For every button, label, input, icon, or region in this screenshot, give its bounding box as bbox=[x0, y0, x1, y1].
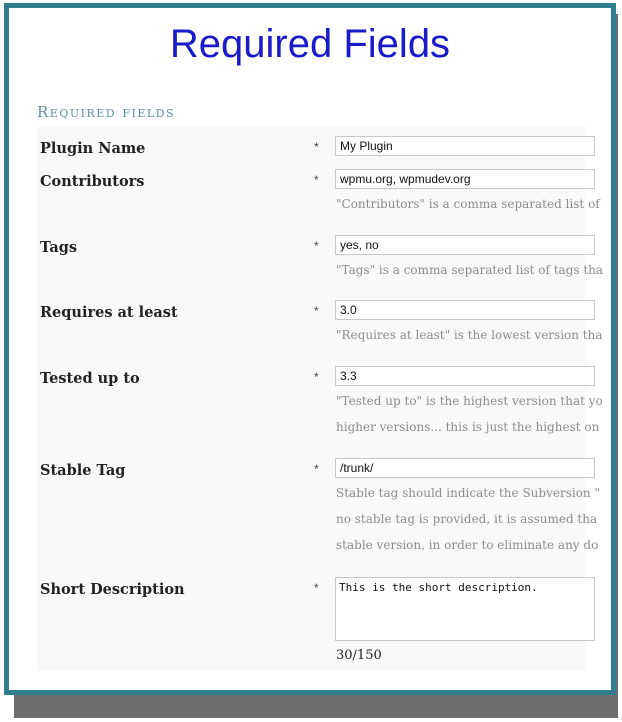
tags-input[interactable]: yes, no bbox=[335, 235, 595, 255]
tags-label: Tags bbox=[40, 239, 78, 256]
contributors-label: Contributors bbox=[40, 173, 145, 190]
short-description-char-counter: 30/150 bbox=[336, 648, 382, 663]
stable-tag-help-text-line-2: no stable tag is provided, it is assumed tha bbox=[336, 512, 598, 526]
tags-help-text: "Tags" is a comma separated list of tags tha bbox=[336, 263, 604, 277]
contributors-input[interactable]: wpmu.org, wpmudev.org bbox=[335, 169, 595, 189]
banner-title: Required Fields bbox=[169, 22, 451, 66]
stable-tag-label: Stable Tag bbox=[40, 462, 126, 479]
screenshot-frame bbox=[4, 3, 616, 695]
tested-up-to-input[interactable]: 3.3 bbox=[335, 366, 595, 386]
required-asterisk: * bbox=[314, 140, 319, 154]
requires-at-least-input[interactable]: 3.0 bbox=[335, 300, 595, 320]
plugin-name-label: Plugin Name bbox=[40, 140, 146, 157]
short-description-label: Short Description bbox=[40, 581, 185, 598]
required-asterisk: * bbox=[314, 304, 319, 318]
tested-up-to-label: Tested up to bbox=[40, 370, 140, 387]
required-asterisk: * bbox=[314, 239, 319, 253]
contributors-help-text: "Contributors" is a comma separated list of bbox=[336, 197, 600, 211]
required-fields-panel bbox=[37, 126, 604, 671]
required-asterisk: * bbox=[314, 173, 319, 187]
stable-tag-help-text-line-1: Stable tag should indicate the Subversion " bbox=[336, 486, 600, 500]
tested-up-to-help-text-line-2: higher versions... this is just the highest on bbox=[336, 420, 600, 434]
plugin-name-input[interactable]: My Plugin bbox=[335, 136, 595, 156]
section-title: Required fields bbox=[37, 103, 176, 121]
required-asterisk: * bbox=[314, 370, 319, 384]
required-asterisk: * bbox=[314, 581, 319, 595]
requires-at-least-help-text: "Requires at least" is the lowest version tha bbox=[336, 328, 603, 342]
required-asterisk: * bbox=[314, 462, 319, 476]
requires-at-least-label: Requires at least bbox=[40, 304, 178, 321]
short-description-textarea[interactable]: This is the short description. bbox=[335, 577, 595, 641]
stable-tag-help-text-line-3: stable version, in order to eliminate any do bbox=[336, 538, 599, 552]
stable-tag-input[interactable]: /trunk/ bbox=[335, 458, 595, 478]
tested-up-to-help-text-line-1: "Tested up to" is the highest version that yo bbox=[336, 394, 603, 408]
